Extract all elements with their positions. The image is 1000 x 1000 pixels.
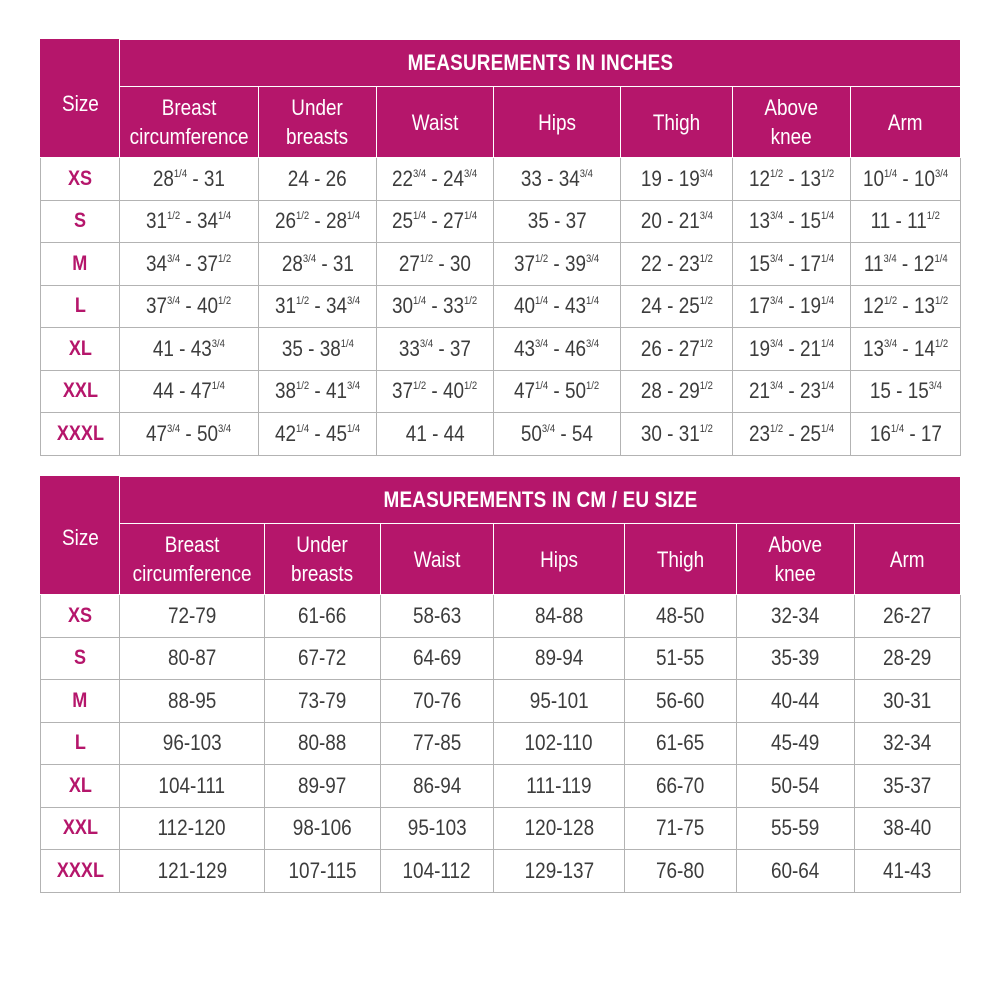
measurement-cell: $40^{1/4} - 43^{1/4}$ xyxy=(494,285,621,328)
table-row-xl xyxy=(41,328,961,371)
measurement-cell: 35 - 37 xyxy=(494,200,621,243)
measurement-cell: $19 - 19^{3/4}$ xyxy=(621,158,733,201)
measurement-cell: $20 - 21^{3/4}$ xyxy=(621,200,733,243)
table-row-xxxl xyxy=(41,413,961,456)
measurement-cell: 56-60 xyxy=(625,680,737,723)
column-header-under-breasts xyxy=(265,524,381,595)
size-label: XS xyxy=(41,595,120,638)
inches-size-table xyxy=(40,39,961,456)
measurement-cell: $50^{3/4} - 54$ xyxy=(494,413,621,456)
measurement-cell: 24 - 26 xyxy=(259,158,377,201)
size-label: M xyxy=(41,680,120,723)
size-column-header: Size xyxy=(41,40,120,158)
table-row-l xyxy=(41,722,961,765)
table-row-s xyxy=(41,200,961,243)
column-header-breast-circumference xyxy=(120,524,265,595)
column-header-above-knee xyxy=(737,524,855,595)
size-label: L xyxy=(41,722,120,765)
table-row-xxxl xyxy=(41,850,961,893)
measurement-cell: $42^{1/4} - 45^{1/4}$ xyxy=(259,413,377,456)
measurement-cell: 95-103 xyxy=(381,807,494,850)
measurement-cell: $37^{3/4} - 40^{1/2}$ xyxy=(120,285,259,328)
measurement-cell: $35 - 38^{1/4}$ xyxy=(259,328,377,371)
measurement-cell: $28 - 29^{1/2}$ xyxy=(621,370,733,413)
column-header-under-breasts xyxy=(259,87,377,158)
size-label: XL xyxy=(41,328,120,371)
measurement-cell: 61-66 xyxy=(265,595,381,638)
measurement-cell: 30-31 xyxy=(855,680,961,723)
table-row-xxl xyxy=(41,370,961,413)
measurement-cell: $30^{1/4} - 33^{1/2}$ xyxy=(377,285,494,328)
measurement-cell: $47^{1/4} - 50^{1/2}$ xyxy=(494,370,621,413)
table-row-s xyxy=(41,637,961,680)
size-label: XXXL xyxy=(41,850,120,893)
column-header-line: breasts xyxy=(291,561,354,586)
column-header-line: Thigh xyxy=(652,109,701,135)
table-row-xs xyxy=(41,158,961,201)
size-label: L xyxy=(41,285,120,328)
measurement-cell: 104-112 xyxy=(381,850,494,893)
measurement-cell: 120-128 xyxy=(494,807,625,850)
measurement-cell: $15 - 15^{3/4}$ xyxy=(851,370,961,413)
measurement-cell: $26^{1/2} - 28^{1/4}$ xyxy=(259,200,377,243)
column-header-line: Arm xyxy=(888,109,923,135)
column-header-arm xyxy=(855,524,961,595)
size-label: M xyxy=(41,243,120,286)
measurement-cell: $12^{1/2} - 13^{1/2}$ xyxy=(851,285,961,328)
measurement-cell: $33 - 34^{3/4}$ xyxy=(494,158,621,201)
column-header-breast-circumference xyxy=(120,87,259,158)
measurement-cell: 129-137 xyxy=(494,850,625,893)
measurement-cell: 35-37 xyxy=(855,765,961,808)
measurement-cell: $25^{1/4} - 27^{1/4}$ xyxy=(377,200,494,243)
measurement-cell: 104-111 xyxy=(120,765,265,808)
measurement-cell: $17^{3/4} - 19^{1/4}$ xyxy=(733,285,851,328)
measurement-cell: 77-85 xyxy=(381,722,494,765)
measurement-cell: $13^{3/4} - 14^{1/2}$ xyxy=(851,328,961,371)
column-header-line: Waist xyxy=(413,546,461,572)
measurement-cell: $37^{1/2} - 39^{3/4}$ xyxy=(494,243,621,286)
column-header-above-knee xyxy=(733,87,851,158)
column-header-line: Under xyxy=(296,532,349,557)
measurement-cell: 76-80 xyxy=(625,850,737,893)
column-header-line: circumference xyxy=(129,124,249,149)
column-header-line: knee xyxy=(774,561,817,586)
column-header-thigh xyxy=(621,87,733,158)
measurement-cell: 121-129 xyxy=(120,850,265,893)
measurement-cell: $22^{3/4} - 24^{3/4}$ xyxy=(377,158,494,201)
measurement-cell: 86-94 xyxy=(381,765,494,808)
measurement-cell: 32-34 xyxy=(855,722,961,765)
measurement-cell: $11^{3/4} - 12^{1/4}$ xyxy=(851,243,961,286)
measurement-cell: 41 - 44 xyxy=(377,413,494,456)
column-header-line: Arm xyxy=(890,546,925,572)
measurement-cell: $41 - 43^{3/4}$ xyxy=(120,328,259,371)
column-header-line: Above xyxy=(768,532,823,557)
measurement-cell: $28^{1/4} - 31$ xyxy=(120,158,259,201)
measurement-cell: $13^{3/4} - 15^{1/4}$ xyxy=(733,200,851,243)
measurement-cell: $27^{1/2} - 30$ xyxy=(377,243,494,286)
measurement-cell: 102-110 xyxy=(494,722,625,765)
column-header-line: breasts xyxy=(286,124,349,149)
column-header-row xyxy=(41,87,961,158)
table-row-l xyxy=(41,285,961,328)
table-title: MEASUREMENTS IN INCHES xyxy=(120,40,961,87)
table-body xyxy=(41,595,961,893)
measurement-cell: 80-87 xyxy=(120,637,265,680)
column-header-line: Waist xyxy=(411,109,459,135)
measurement-cell: 45-49 xyxy=(737,722,855,765)
size-label: XXL xyxy=(41,807,120,850)
measurement-cell: 35-39 xyxy=(737,637,855,680)
size-label: XXL xyxy=(41,370,120,413)
measurement-cell: 88-95 xyxy=(120,680,265,723)
measurement-cell: $19^{3/4} - 21^{1/4}$ xyxy=(733,328,851,371)
measurement-cell: 55-59 xyxy=(737,807,855,850)
column-header-line: Above xyxy=(764,95,819,120)
column-header-line: circumference xyxy=(132,561,252,586)
measurement-cell: 50-54 xyxy=(737,765,855,808)
measurement-cell: 72-79 xyxy=(120,595,265,638)
measurement-cell: $21^{3/4} - 23^{1/4}$ xyxy=(733,370,851,413)
column-header-hips xyxy=(494,87,621,158)
column-header-waist xyxy=(377,87,494,158)
measurement-cell: 73-79 xyxy=(265,680,381,723)
table-row-m xyxy=(41,243,961,286)
column-header-line: Under xyxy=(291,95,344,120)
measurement-cell: $12^{1/2} - 13^{1/2}$ xyxy=(733,158,851,201)
measurement-cell: 111-119 xyxy=(494,765,625,808)
measurement-cell: 112-120 xyxy=(120,807,265,850)
measurement-cell: 48-50 xyxy=(625,595,737,638)
measurement-cell: 98-106 xyxy=(265,807,381,850)
size-label: S xyxy=(41,200,120,243)
measurement-cell: 40-44 xyxy=(737,680,855,723)
measurement-cell: 96-103 xyxy=(120,722,265,765)
measurement-cell: 41-43 xyxy=(855,850,961,893)
column-header-row xyxy=(41,524,961,595)
measurement-cell: $30 - 31^{1/2}$ xyxy=(621,413,733,456)
table-body xyxy=(41,158,961,456)
column-header-line: Thigh xyxy=(656,546,705,572)
measurement-cell: $28^{3/4} - 31$ xyxy=(259,243,377,286)
measurement-cell: $31^{1/2} - 34^{3/4}$ xyxy=(259,285,377,328)
column-header-line: Breast xyxy=(161,95,217,120)
column-header-line: knee xyxy=(770,124,813,149)
measurement-cell: $15^{3/4} - 17^{1/4}$ xyxy=(733,243,851,286)
measurement-cell: $24 - 25^{1/2}$ xyxy=(621,285,733,328)
measurement-cell: $43^{3/4} - 46^{3/4}$ xyxy=(494,328,621,371)
measurement-cell: 80-88 xyxy=(265,722,381,765)
measurement-cell: 58-63 xyxy=(381,595,494,638)
measurement-cell: $10^{1/4} - 10^{3/4}$ xyxy=(851,158,961,201)
measurement-cell: 26-27 xyxy=(855,595,961,638)
measurement-cell: 51-55 xyxy=(625,637,737,680)
size-label: S xyxy=(41,637,120,680)
measurement-cell: $47^{3/4} - 50^{3/4}$ xyxy=(120,413,259,456)
measurement-cell: $16^{1/4} - 17$ xyxy=(851,413,961,456)
measurement-cell: 89-94 xyxy=(494,637,625,680)
measurement-cell: 64-69 xyxy=(381,637,494,680)
measurement-cell: 32-34 xyxy=(737,595,855,638)
size-label: XL xyxy=(41,765,120,808)
measurement-cell: 60-64 xyxy=(737,850,855,893)
measurement-cell: $33^{3/4} - 37$ xyxy=(377,328,494,371)
measurement-cell: $44 - 47^{1/4}$ xyxy=(120,370,259,413)
column-header-waist xyxy=(381,524,494,595)
measurement-cell: $37^{1/2} - 40^{1/2}$ xyxy=(377,370,494,413)
table-row-xl xyxy=(41,765,961,808)
measurement-cell: 38-40 xyxy=(855,807,961,850)
measurement-cell: 61-65 xyxy=(625,722,737,765)
measurement-cell: $22 - 23^{1/2}$ xyxy=(621,243,733,286)
column-header-thigh xyxy=(625,524,737,595)
column-header-line: Hips xyxy=(538,109,576,135)
column-header-hips xyxy=(494,524,625,595)
table-row-xs xyxy=(41,595,961,638)
cm-size-table xyxy=(40,476,961,893)
column-header-line: Hips xyxy=(540,546,578,572)
measurement-cell: 71-75 xyxy=(625,807,737,850)
size-label: XS xyxy=(41,158,120,201)
table-row-m xyxy=(41,680,961,723)
column-header-arm xyxy=(851,87,961,158)
measurement-cell: 28-29 xyxy=(855,637,961,680)
measurement-cell: $23^{1/2} - 25^{1/4}$ xyxy=(733,413,851,456)
measurement-cell: $11 - 11^{1/2}$ xyxy=(851,200,961,243)
size-label: XXXL xyxy=(41,413,120,456)
measurement-cell: 95-101 xyxy=(494,680,625,723)
measurement-cell: 67-72 xyxy=(265,637,381,680)
measurement-cell: $34^{3/4} - 37^{1/2}$ xyxy=(120,243,259,286)
measurement-cell: $26 - 27^{1/2}$ xyxy=(621,328,733,371)
measurement-cell: 84-88 xyxy=(494,595,625,638)
measurement-cell: 89-97 xyxy=(265,765,381,808)
measurement-cell: $31^{1/2} - 34^{1/4}$ xyxy=(120,200,259,243)
measurement-cell: $38^{1/2} - 41^{3/4}$ xyxy=(259,370,377,413)
measurement-cell: 70-76 xyxy=(381,680,494,723)
column-header-line: Breast xyxy=(164,532,220,557)
table-title: MEASUREMENTS IN CM / EU SIZE xyxy=(120,477,961,524)
measurement-cell: 107-115 xyxy=(265,850,381,893)
size-column-header: Size xyxy=(41,477,120,595)
measurement-cell: 66-70 xyxy=(625,765,737,808)
table-row-xxl xyxy=(41,807,961,850)
